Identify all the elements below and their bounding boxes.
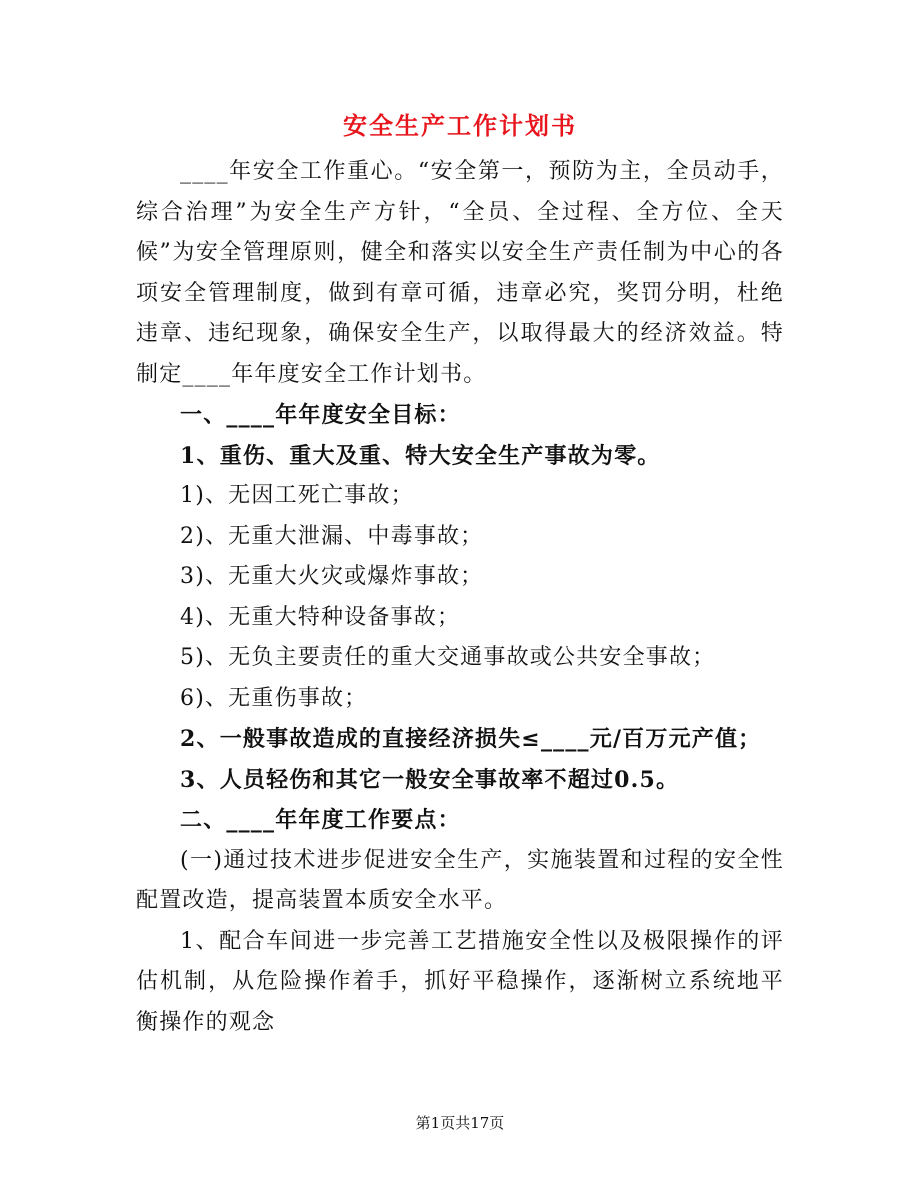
intro-paragraph: ____年安全工作重心。“安全第一，预防为主，全员动手，综合治理”为安全生产方针，“全员、全过程、全方位、全天候”为安全管理原则，健全和落实以安全生产责任制为中心的各项安全管理制度，做到有章可循，违章必究，奖罚分明，杜绝违章、违纪现象，确保安全生产，以取得最大的经济效益。特制定____年年度安全工作计划书。 [136,159,784,387]
section-heading-1: 一、____年年度安全目标： [180,402,461,428]
work-point-1: (一)通过技术进步促进安全生产，实施装置和过程的安全性配置改造，提高装置本质安全水平。 [136,847,784,913]
goal-item-3: 3、人员轻伤和其它一般安全事故率不超过0.5。 [180,766,680,793]
document-body [136,152,784,1043]
sub-item-2: 2)、无重大泄漏、中毒事故； [180,523,484,549]
goal-item-1: 1、重伤、重大及重、特大安全生产事故为零。 [180,442,661,469]
work-point-1-item-1: 1、配合车间进一步完善工艺措施安全性以及极限操作的评估机制，从危险操作着手，抓好平稳操作，逐渐树立系统地平衡操作的观念 [136,928,784,1035]
goal-item-2: 2、一般事故造成的直接经济损失≤____元/百万元产值； [180,726,762,752]
sub-item-4: 4)、无重大特种设备事故； [180,604,461,630]
document-title: 安全生产工作计划书 [343,111,577,140]
sub-item-5: 5)、无负主要责任的重大交通事故或公共安全事故； [180,645,716,670]
sub-item-6: 6)、无重伤事故； [180,685,368,711]
sub-item-1: 1)、无因工死亡事故； [180,483,414,508]
page-number-footer: 第1页共17页 [415,1114,505,1132]
sub-item-3: 3)、无重大火灾或爆炸事故； [180,564,484,589]
section-heading-2: 二、____年年度工作要点： [180,807,461,833]
